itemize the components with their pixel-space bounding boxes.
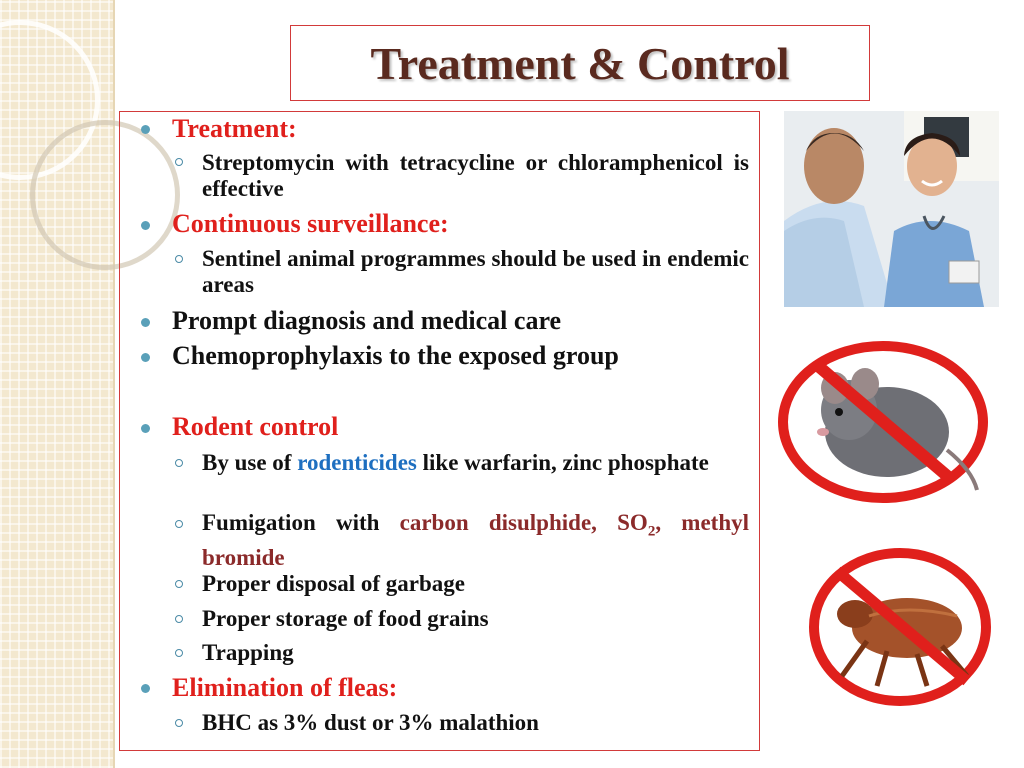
sub-bullet-icon — [175, 719, 183, 727]
slide-title: Treatment & Control — [370, 37, 790, 89]
no-flea-sign — [807, 546, 993, 708]
bullet-icon — [141, 353, 150, 362]
fumigation-so: SO — [617, 510, 648, 535]
no-flea-icon — [807, 546, 993, 708]
item-rodenticides — [202, 450, 749, 476]
doctor-patient-illustration — [784, 111, 999, 307]
sub-bullet-icon — [175, 255, 183, 263]
fumigation-text-pre: Fumigation with — [202, 510, 400, 535]
item-trapping: Trapping — [202, 640, 294, 665]
doctor-patient-photo — [784, 111, 999, 307]
heading-treatment: Treatment: — [172, 114, 297, 143]
sub-bullet-icon — [175, 649, 183, 657]
bullet-icon — [141, 424, 150, 433]
sub-bullet-icon — [175, 580, 183, 588]
decorative-side-panel — [0, 0, 115, 768]
sub-bullet-icon — [175, 158, 183, 166]
sub-bullet-icon — [175, 615, 183, 623]
content-box — [119, 111, 760, 751]
heading-surveillance: Continuous surveillance: — [172, 209, 449, 238]
bullet-icon — [141, 221, 150, 230]
no-rat-icon — [777, 340, 989, 504]
heading-rodent-control: Rodent control — [172, 412, 339, 441]
bullet-icon — [141, 125, 150, 134]
heading-prompt-diagnosis: Prompt diagnosis and medical care — [172, 306, 562, 335]
heading-chemoprophylaxis: Chemoprophylaxis to the exposed group — [172, 341, 619, 370]
bullet-icon — [141, 684, 150, 693]
item-streptomycin: Streptomycin with tetracycline or chloramphenicol is effective — [202, 150, 749, 201]
no-rat-sign — [777, 340, 989, 504]
heading-fleas: Elimination of fleas: — [172, 673, 398, 702]
item-storage: Proper storage of food grains — [202, 606, 489, 631]
fumigation-agents-a: carbon disulphide, — [399, 510, 618, 535]
item-bhc: BHC as 3% dust or 3% malathion — [202, 710, 539, 735]
rodenticides-term: rodenticides — [297, 450, 417, 475]
rodenticides-text-pre: By use of — [202, 450, 298, 475]
item-sentinel: Sentinel animal programmes should be used in endemic areas — [202, 246, 749, 297]
sub-bullet-icon — [175, 459, 183, 467]
title-box — [290, 25, 870, 101]
fumigation-comma: , — [655, 510, 662, 535]
fumigation-agents-b: methyl bromide — [202, 510, 750, 570]
bullet-icon — [141, 318, 150, 327]
sub-bullet-icon — [175, 520, 183, 528]
item-garbage: Proper disposal of garbage — [202, 571, 466, 596]
rodenticides-text-post: like warfarin, zinc phosphate — [416, 450, 709, 475]
fumigation-so-subscript: 2 — [647, 523, 656, 540]
item-fumigation — [202, 510, 749, 571]
